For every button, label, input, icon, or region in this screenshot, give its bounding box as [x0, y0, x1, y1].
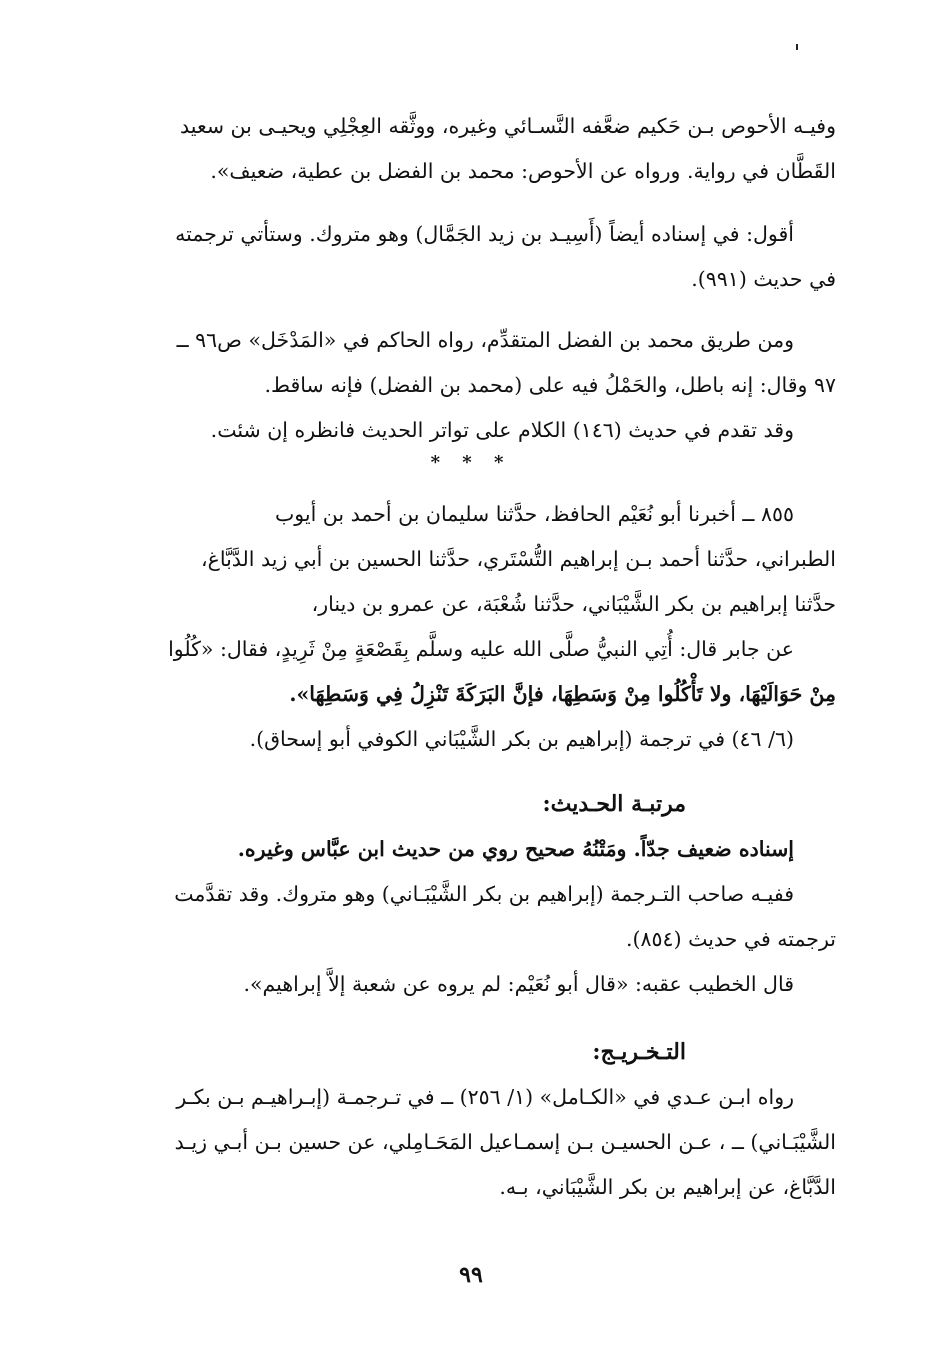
text-line: حدَّثنا إبراهيم بن بكر الشَّيْبَاني، حدَّثنا شُعْبَة، عن عمرو بن دينار، [311, 592, 836, 616]
section-heading: مرتبـة الحـديث: [542, 791, 686, 817]
text-line: وفيـه الأحوص بـن حَكيم ضعَّفه النَّسـائي وغيره، ووثَّقه العِجْلِي ويحيـى بن سعيد [180, 114, 836, 138]
text-line: ترجمته في حديث (٨٥٤). [626, 927, 836, 951]
text-line: وقد تقدم في حديث (١٤٦) الكلام على تواتر الحديث فانظره إن شئت. [210, 418, 794, 442]
text-line: أقول: في إسناده أيضاً (أَسِيـد بن زيد الجَمَّال) وهو متروك. وستأتي ترجمته [175, 222, 794, 246]
page-number: ٩٩ [459, 1262, 483, 1288]
text-line: عن جابر قال: أُتِي النبيُّ صلَّى الله عليه وسلَّم بِقَصْعَةٍ مِنْ ثَرِيدٍ، فقال: «كُلُوا [168, 637, 794, 661]
text-line: ففيـه صاحب التـرجمة (إبراهيم بن بكر الشَّيْبَـاني) وهو متروك. وقد تقدَّمت [174, 882, 794, 906]
text-line: رواه ابـن عـدي في «الكـامل» (١/ ٢٥٦) ــ في تـرجمـة (إبـراهيـم بـن بكـر [176, 1085, 794, 1109]
commentary-block [118, 104, 836, 194]
text-line: في حديث (٩٩١). [691, 267, 836, 291]
commentary-block [118, 318, 836, 453]
corner-mark [796, 44, 798, 50]
takhrij-section [118, 1030, 836, 1210]
text-line: ٩٧ وقال: إنه باطل، والحَمْلُ فيه على (محمد بن الفضل) فإنه ساقط. [264, 373, 836, 397]
text-line: الدَّبَّاغ، عن إبراهيم بن بكر الشَّيْبَاني، بـه. [499, 1175, 836, 1199]
section-heading: التـخـريـج: [592, 1039, 686, 1065]
rank-section [118, 782, 836, 1007]
text-line: ومن طريق محمد بن الفضل المتقدِّم، رواه الحاكم في «المَدْخَل» ص٩٦ ــ [176, 328, 794, 352]
section-separator: * * * [430, 452, 512, 473]
text-line: (٦/ ٤٦) في ترجمة (إبراهيم بن بكر الشَّيْبَاني الكوفي أبو إسحاق). [249, 727, 794, 751]
text-line: ٨٥٥ ــ أخبرنا أبو نُعَيْم الحافظ، حدَّثنا سليمان بن أحمد بن أيوب [274, 502, 794, 526]
hadith-block [118, 492, 836, 762]
text-line: مِنْ حَوَالَيْهَا، ولا تَأْكُلُوا مِنْ وَسَطِهَا، فإنَّ البَرَكَةَ تَنْزِلُ فِي وَسَطِهَا». [289, 682, 836, 706]
text-line: الشَّيْبَـاني) ــ ، عـن الحسيـن بـن إسمـاعيل المَحَـامِلي، عن حسين بـن أبـي زيـد [174, 1130, 836, 1154]
text-line: القَطَّان في رواية. ورواه عن الأحوص: محمد بن الفضل بن عطية، ضعيف». [210, 159, 836, 183]
text-line: الطبراني، حدَّثنا أحمد بـن إبراهيم التُّسْتَري، حدَّثنا الحسين بن أبي زيد الدَّبَّاغ، [200, 547, 836, 571]
commentary-block [118, 212, 836, 302]
text-line: قال الخطيب عقبه: «قال أبو نُعَيْم: لم يروه عن شعبة إلاَّ إبراهيم». [243, 972, 794, 996]
text-line: إسناده ضعيف جدّاً. ومَتْنُهُ صحيح روي من حديث ابن عبَّاس وغيره. [237, 837, 794, 861]
